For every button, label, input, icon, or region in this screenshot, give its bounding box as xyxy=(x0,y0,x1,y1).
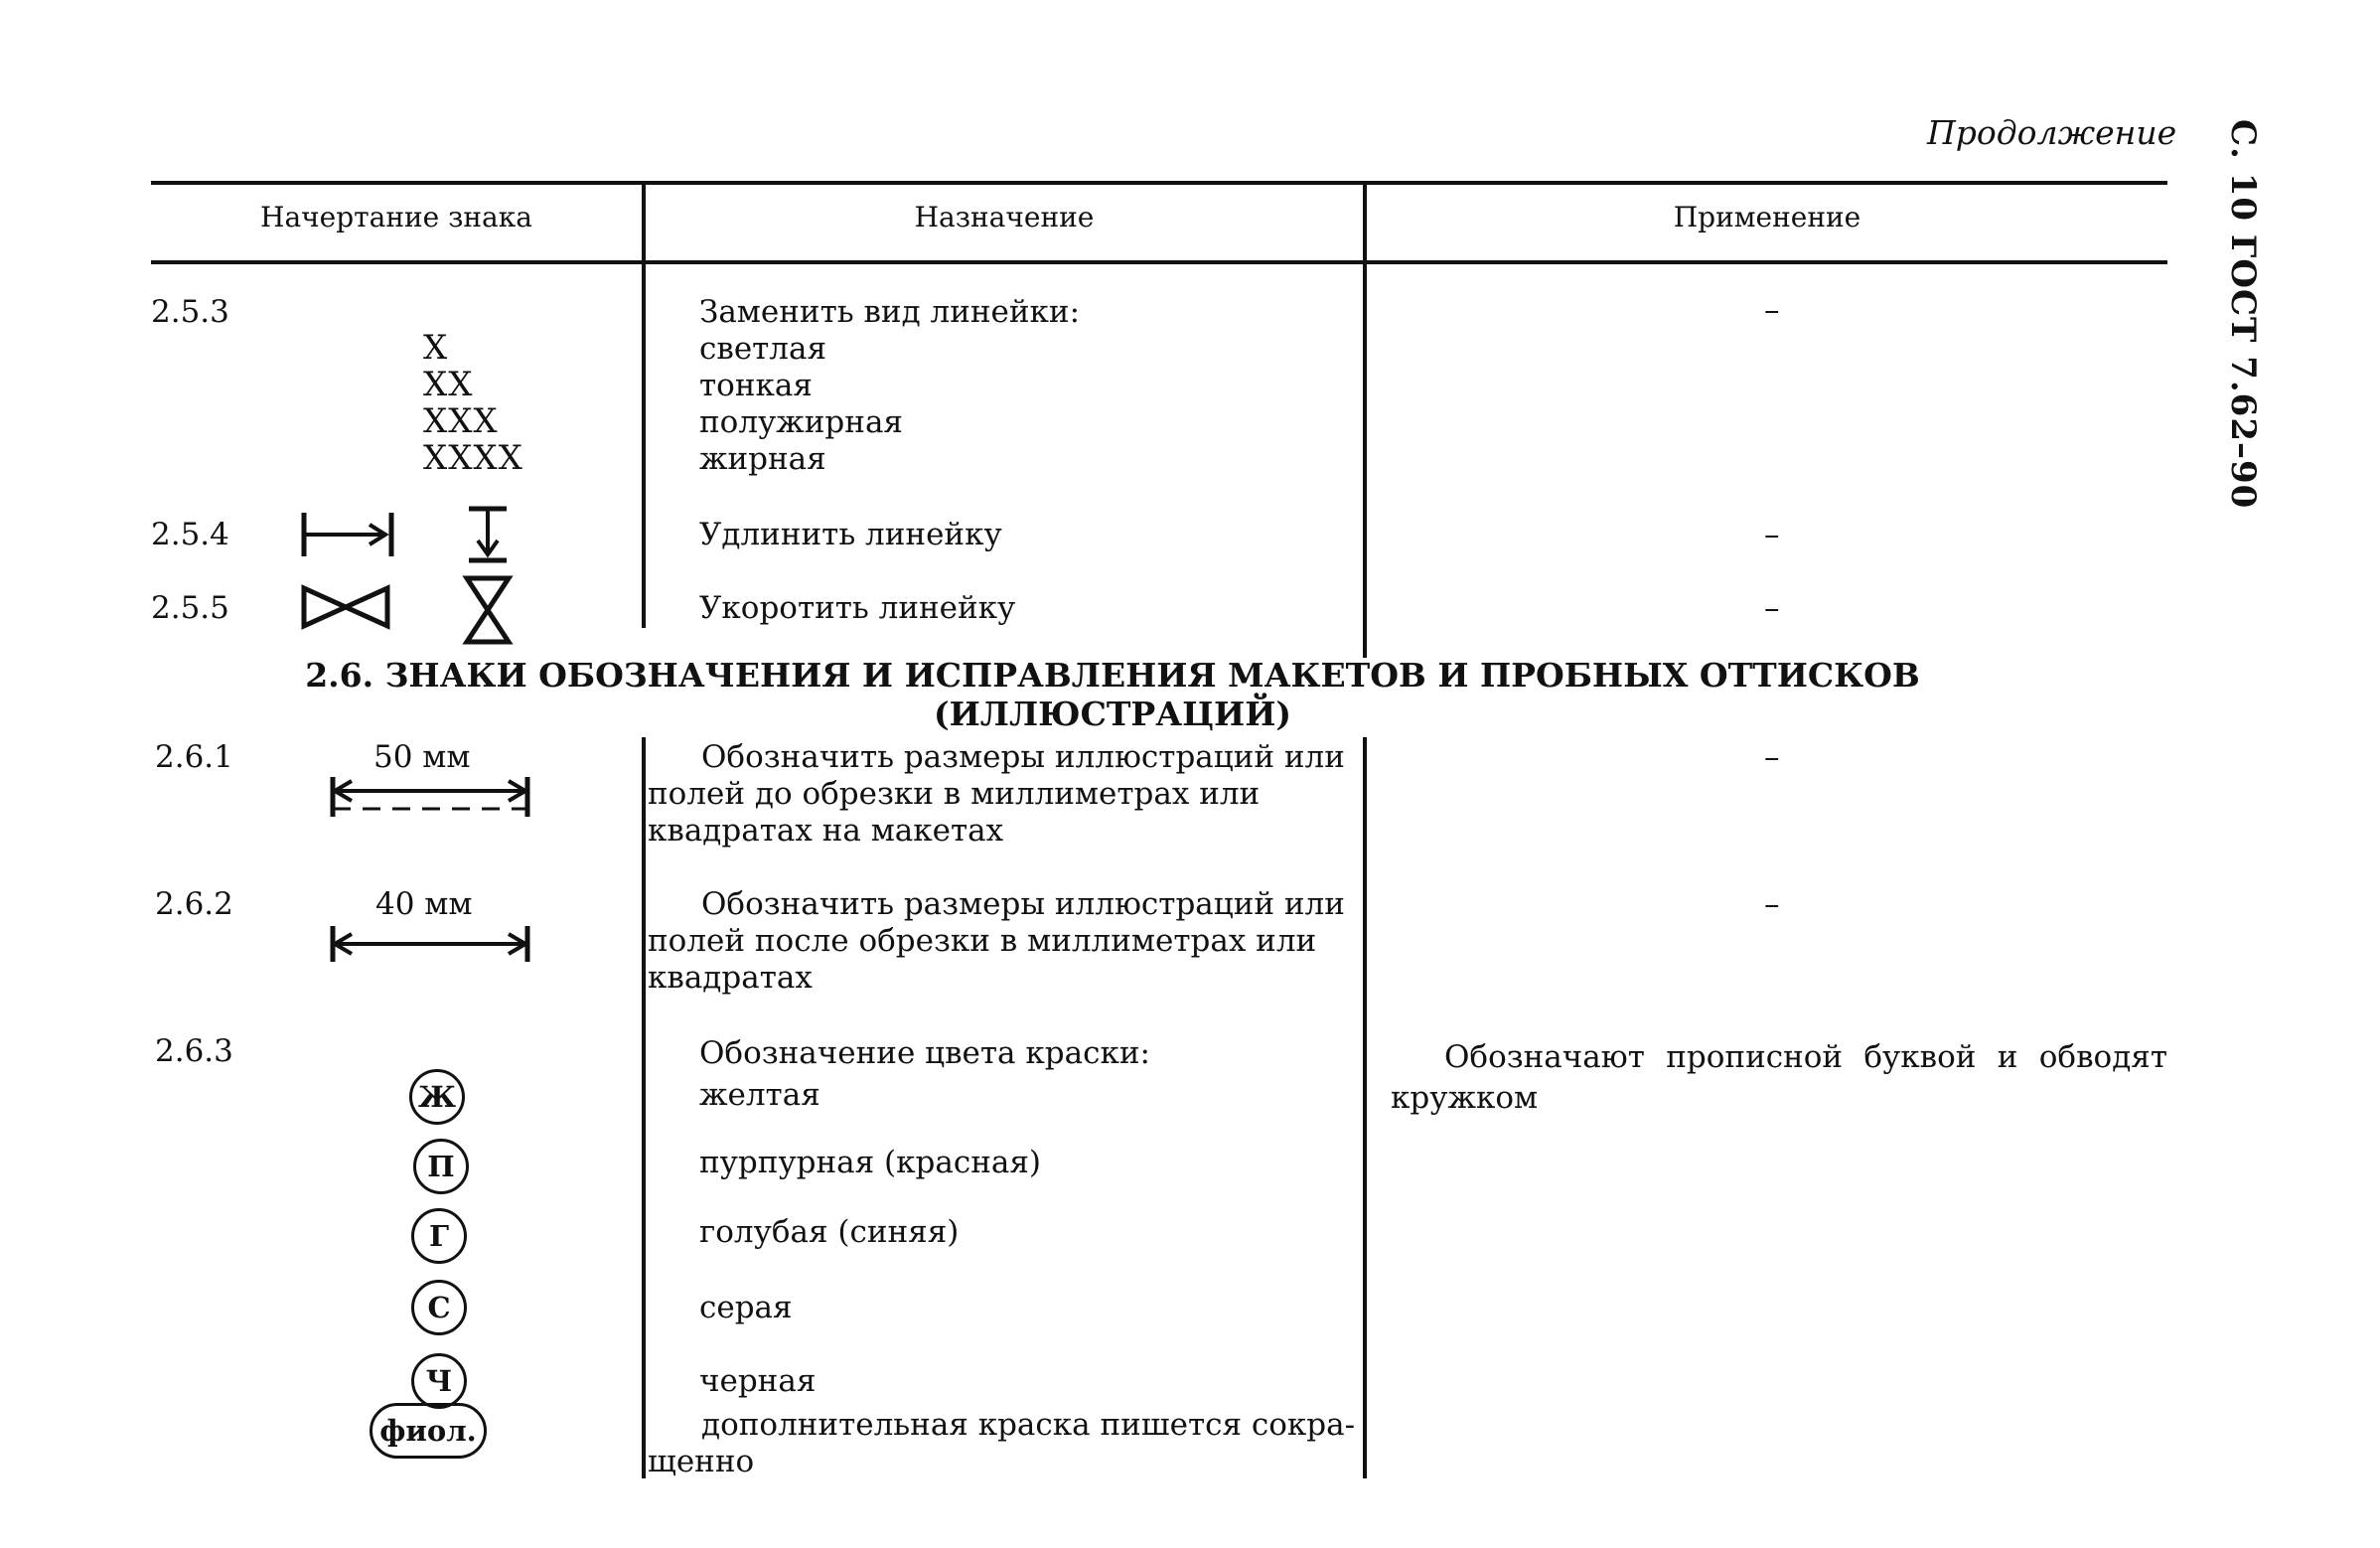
color-name: желтая xyxy=(699,1077,820,1113)
section-heading: 2.6. ЗНАКИ ОБОЗНАЧЕНИЯ И ИСПРАВЛЕНИЯ МАКЕТОВ И ПРОБНЫХ ОТТИСКОВ (ИЛЛЮСТРАЦИЙ) xyxy=(305,656,1920,733)
color-name: черная xyxy=(699,1363,817,1399)
usage-dash: – xyxy=(1764,739,1780,775)
row-number: 2.5.3 xyxy=(151,294,229,330)
color-circle-yellow: Ж xyxy=(409,1069,465,1125)
color-circle-magenta: П xyxy=(413,1139,469,1194)
row-number: 2.5.5 xyxy=(151,590,229,626)
extend-rule-vertical-icon xyxy=(463,503,513,566)
continuation-label: Продолжение xyxy=(1927,113,2177,152)
row-number: 2.5.4 xyxy=(151,517,229,552)
purpose-text: Укоротить линейку xyxy=(699,590,1016,626)
dimension-after-trim-icon xyxy=(328,922,532,966)
table-header-rule xyxy=(151,260,2167,264)
color-oval-violet: фиол. xyxy=(370,1403,487,1459)
dimension-label: 40 мм xyxy=(375,886,473,922)
color-name: дополнительная краска пишется сокра- щенно xyxy=(648,1407,1356,1479)
purpose-text: Удлинить линейку xyxy=(699,517,1002,552)
usage-dash: – xyxy=(1764,886,1780,922)
usage-text: Обозначают прописной буквой и обводят кружком xyxy=(1391,1039,2167,1116)
page-side-title: С. 10 ГОСТ 7.62–90 xyxy=(2223,119,2263,510)
usage-dash: – xyxy=(1764,590,1780,626)
shorten-rule-vertical-icon xyxy=(461,572,515,648)
color-name: серая xyxy=(699,1290,793,1325)
row-number: 2.6.3 xyxy=(155,1033,233,1069)
extend-rule-horizontal-icon xyxy=(298,507,397,562)
row-number: 2.6.2 xyxy=(155,886,233,922)
color-circle-black: Ч xyxy=(411,1353,467,1409)
color-circle-gray: С xyxy=(411,1280,467,1335)
row-number: 2.6.1 xyxy=(155,739,233,775)
purpose-title: Обозначение цвета краски: xyxy=(699,1035,1150,1071)
table-top-rule xyxy=(151,181,2167,185)
line-weight-symbols: Х ХХ ХХХ ХХХХ xyxy=(423,328,523,478)
dimension-label: 50 мм xyxy=(373,739,471,775)
purpose-text: Заменить вид линейки: светлая тонкая полужирная жирная xyxy=(699,294,1081,477)
purpose-text: Обозначить размеры иллюстраций или полей до обрезки в миллиметрах или квадратах на макетах xyxy=(648,739,1345,849)
col-divider-2b xyxy=(1363,737,1367,1478)
col-divider-1 xyxy=(642,181,646,628)
header-purpose: Назначение xyxy=(914,201,1095,233)
color-circle-cyan: Г xyxy=(411,1208,467,1264)
color-name: голубая (синяя) xyxy=(699,1214,960,1250)
color-name: пурпурная (красная) xyxy=(699,1145,1041,1180)
usage-dash: – xyxy=(1764,517,1780,552)
header-usage: Применение xyxy=(1673,201,1861,233)
usage-dash: – xyxy=(1764,292,1780,328)
purpose-text: Обозначить размеры иллюстраций или полей после обрезки в миллиметрах или квадратах xyxy=(648,886,1345,996)
header-sign: Начертание знака xyxy=(260,201,532,233)
col-divider-2 xyxy=(1363,181,1367,658)
shorten-rule-horizontal-icon xyxy=(298,582,393,632)
dimension-before-trim-icon xyxy=(328,773,532,821)
col-divider-1b xyxy=(642,737,646,1478)
